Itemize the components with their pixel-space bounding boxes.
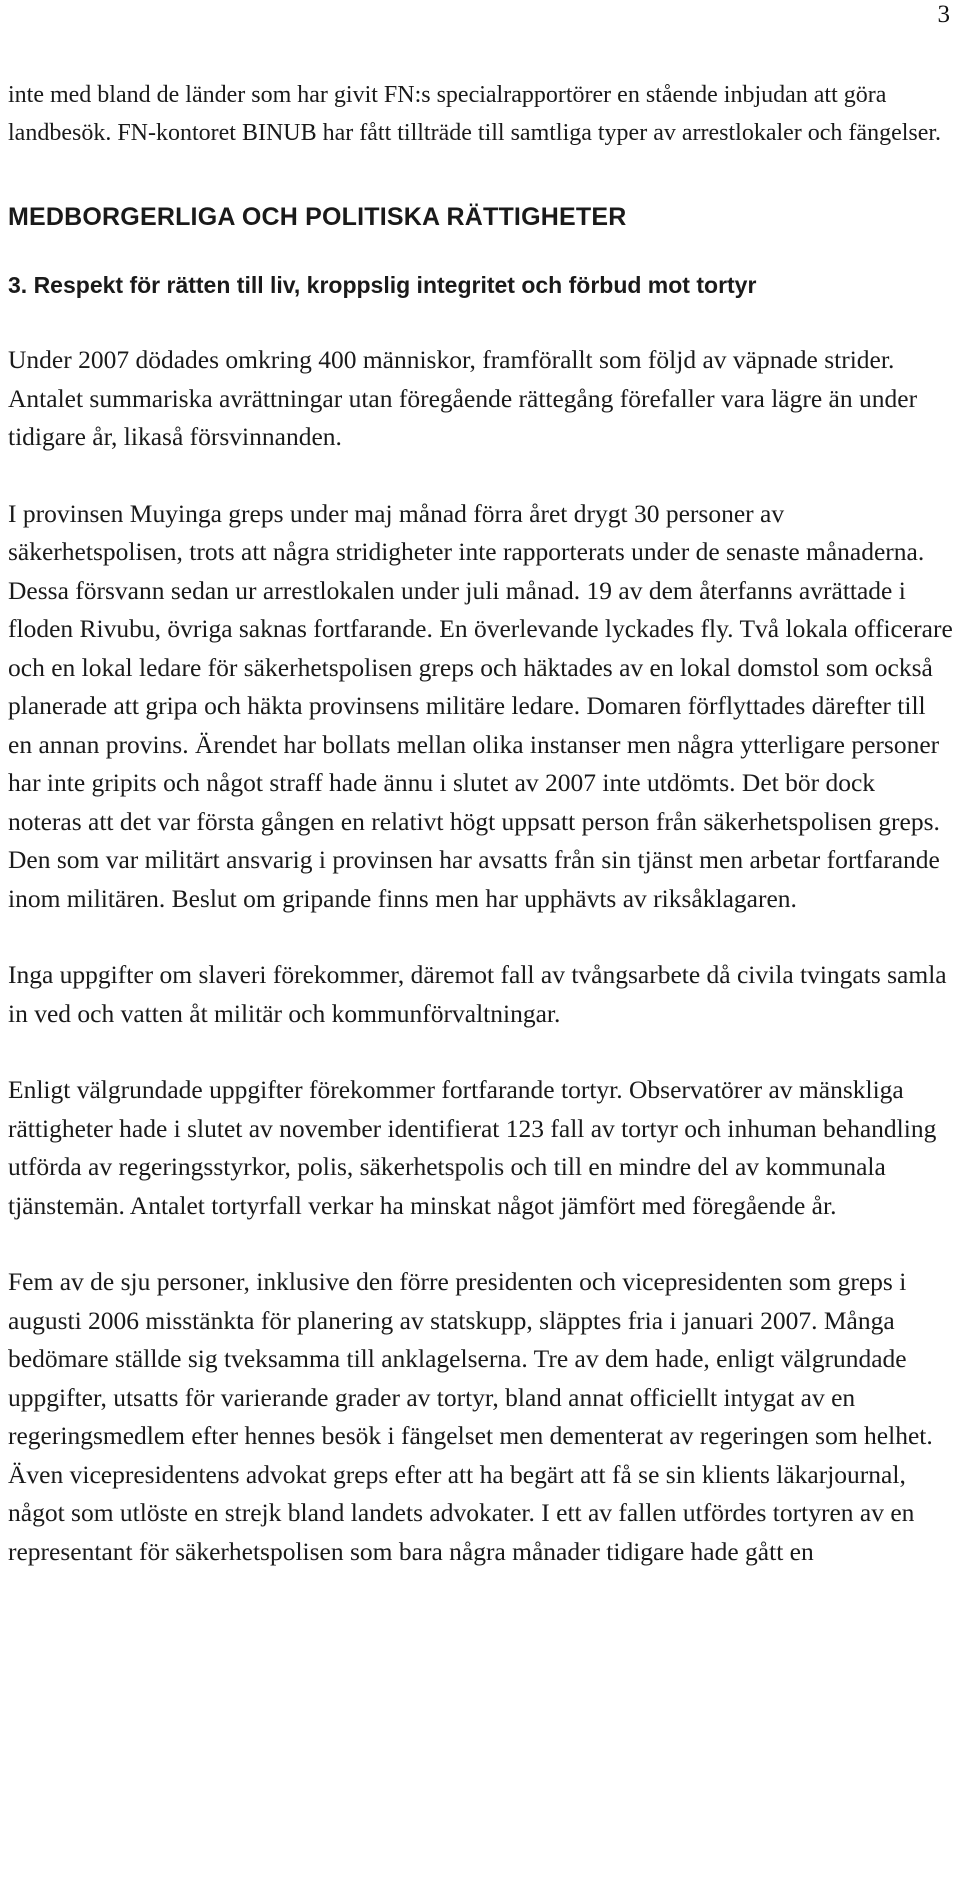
section-heading: MEDBORGERLIGA OCH POLITISKA RÄTTIGHETER	[8, 203, 627, 231]
paragraph-casualties: Under 2007 dödades omkring 400 människor, framförallt som följd av väpnade strider. Antalet summariska avrättningar utan föregående rättegång förefaller vara lägre än under tidigare år, likaså försvinnanden.	[8, 345, 918, 451]
intro-paragraph: inte med bland de länder som har givit FN:s specialrapportörer en stående inbjudan att göra landbesök. FN-kontoret BINUB har fått tillträde till samtliga typer av arrestlokaler och fängelser.	[8, 82, 942, 146]
page-number: 3	[937, 1, 950, 28]
paragraph-muyinga: I provinsen Muyinga greps under maj månad förra året drygt 30 personer av säkerhetspolisen, trots att några stridigheter inte rapporterats under de senaste månaderna. Dessa försvann sedan ur arrestlokalen under juli månad. 19 av dem återfanns avrättade i floden Rivubu, övriga saknas fortfarande. En överlevande lyckades fly. Två lokala officerare och en lokal ledare för säkerhetspolisen greps och häktades av en lokal domstol som också planerade att gripa och häkta provinsens militäre ledare. Domaren förflyttades därefter till en annan provins. Ärendet har bollats mellan olika instanser men några ytterligare personer har inte gripits och något straff hade ännu i slutet av 2007 inte utdömts. Det bör dock noteras att det var första gången en relativt högt uppsatt person från säkerhetspolisen greps. Den som var militärt ansvarig i provinsen har avsatts från sin tjänst men arbetar fortfarande inom militären. Beslut om gripande finns men har upphävts av riksåklagaren.	[8, 498, 953, 913]
paragraph-torture: Enligt välgrundade uppgifter förekommer fortfarande tortyr. Observatörer av mänskliga rättigheter hade i slutet av november identifierat 123 fall av tortyr och inhuman behandling utförda av regeringsstyrkor, polis, säkerhetspolis och till en mindre del av kommunala tjänstemän. Antalet tortyrfall verkar ha minskat något jämfört med föregående år.	[8, 1075, 937, 1220]
paragraph-forced-labour: Inga uppgifter om slaveri förekommer, däremot fall av tvångsarbete då civila tvingats samla in ved och vatten åt militär och kommunförvaltningar.	[8, 960, 947, 1028]
page-content	[8, 76, 953, 1571]
subsection-heading: 3. Respekt för rätten till liv, kroppslig integritet och förbud mot tortyr	[8, 272, 757, 298]
paragraph-coup-suspects: Fem av de sju personer, inklusive den förre presidenten och vicepresidenten som greps i augusti 2006 misstänkta för planering av statskupp, släpptes fria i januari 2007. Många bedömare ställde sig tveksamma till anklagelserna. Tre av dem hade, enligt välgrundade uppgifter, utsatts för varierande grader av tortyr, bland annat officiellt intygat av en regeringsmedlem efter hennes besök i fängelset men dementerat av regeringen som helhet. Även vicepresidentens advokat greps efter att ha begärt att få se sin klients läkarjournal, något som utlöste en strejk bland landets advokater. I ett av fallen utfördes tortyren av en representant för säkerhetspolisen som bara några månader tidigare hade gått en	[8, 1267, 933, 1566]
